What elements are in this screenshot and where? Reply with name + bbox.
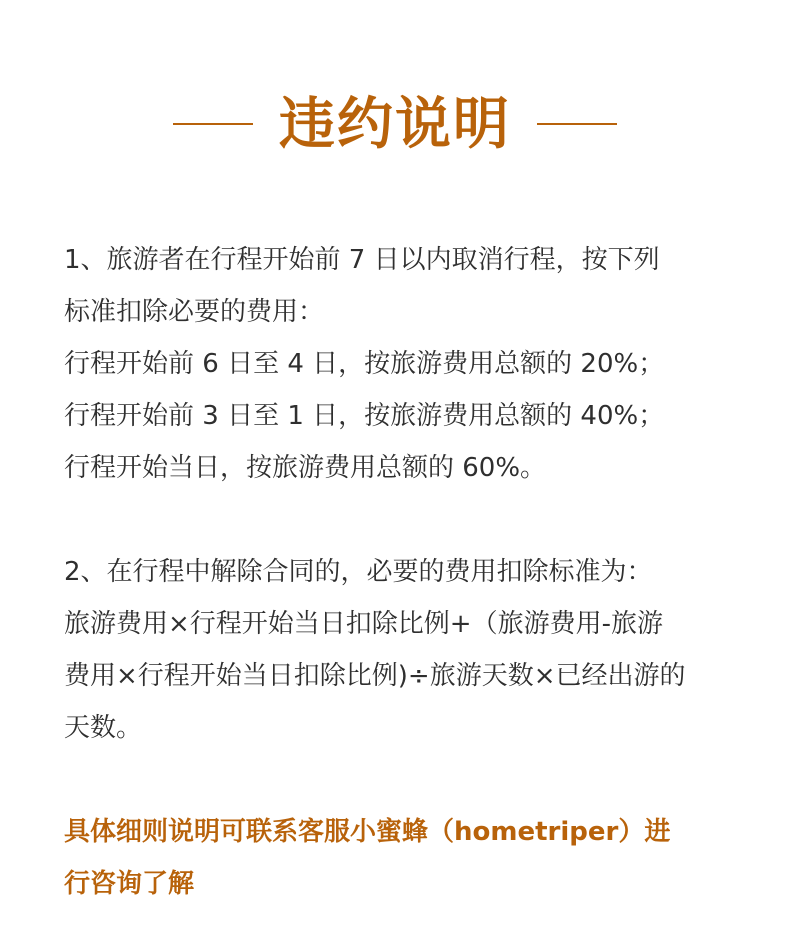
policy-content — [64, 234, 734, 910]
page-title: 违约说明 — [279, 91, 511, 157]
formula-line: 费用×行程开始当日扣除比例)÷旅游天数×已经出游的 — [64, 661, 686, 691]
paragraph-line: 2、在行程中解除合同的，必要的费用扣除标准为： — [64, 557, 653, 587]
paragraph-line: 标准扣除必要的费用： — [64, 297, 325, 327]
fee-rule-line: 行程开始前 3 日至 1 日，按旅游费用总额的 40%； — [64, 401, 665, 431]
paragraph-spacer — [64, 754, 734, 806]
heading-right-divider — [537, 123, 617, 125]
paragraph-line: 1、旅游者在行程开始前 7 日以内取消行程，按下列 — [64, 245, 660, 275]
contact-note-line: 具体细则说明可联系客服小蜜蜂（hometriper）进 — [64, 817, 671, 847]
paragraph-spacer — [64, 494, 734, 546]
fee-rule-line: 行程开始前 6 日至 4 日，按旅游费用总额的 20%； — [64, 349, 665, 379]
contact-note-line: 行咨询了解 — [64, 869, 195, 899]
fee-rule-line: 行程开始当日，按旅游费用总额的 60%。 — [64, 453, 547, 483]
formula-line: 天数。 — [64, 713, 143, 743]
section-heading — [0, 84, 790, 164]
cancellation-before-trip-section — [64, 234, 734, 494]
heading-left-divider — [173, 123, 253, 125]
cancellation-during-trip-section — [64, 546, 734, 754]
contact-customer-service-note — [64, 806, 734, 910]
formula-line: 旅游费用×行程开始当日扣除比例+（旅游费用-旅游 — [64, 609, 663, 639]
